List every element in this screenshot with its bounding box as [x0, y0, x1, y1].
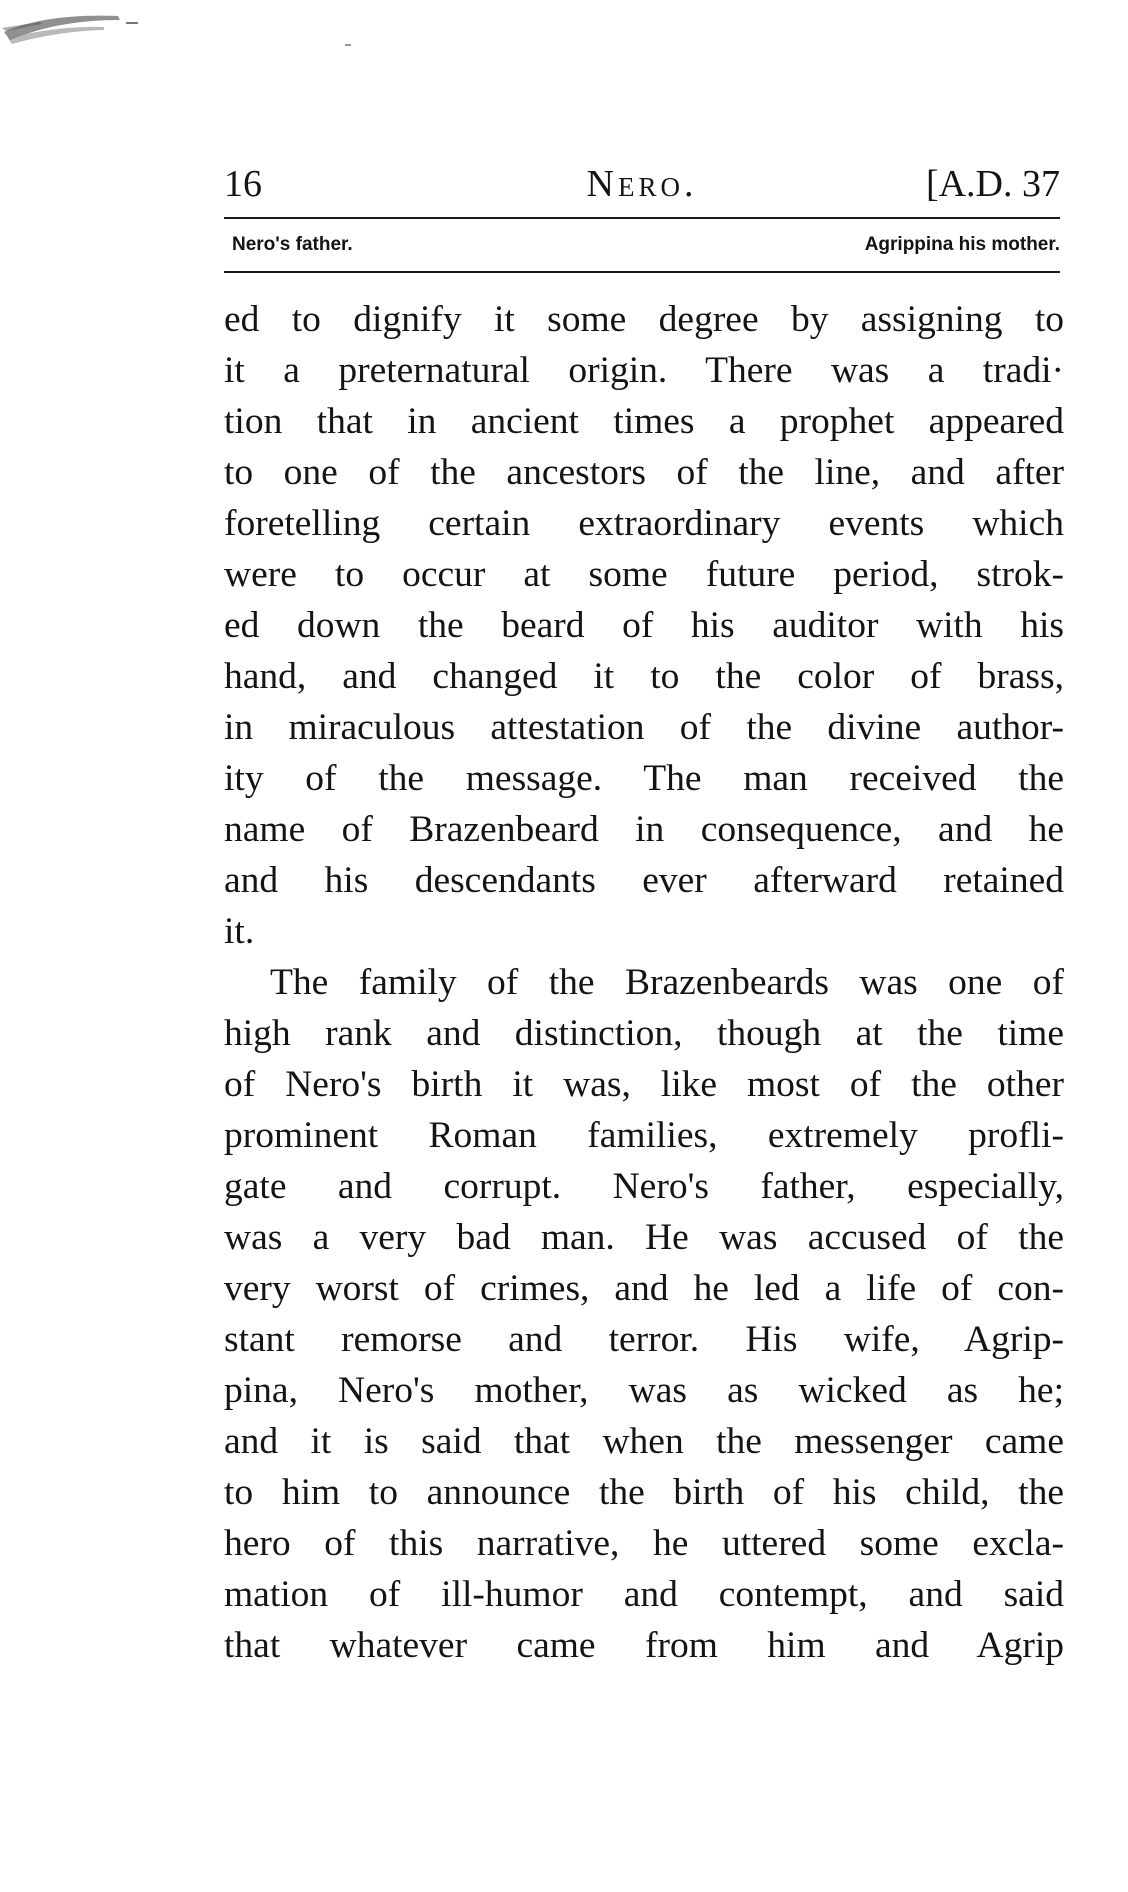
scan-speck: [345, 44, 351, 46]
sidenote-right: Agrippina his mother.: [864, 234, 1060, 255]
text-line: to him to announce the birth of his child, the: [224, 1472, 1064, 1513]
text-line: hand, and changed it to the color of brass,: [224, 656, 1064, 697]
page-title: Nero.: [586, 163, 698, 205]
text-line: tion that in ancient times a prophet appeared: [224, 401, 1064, 442]
text-line: The family of the Brazenbeards was one of: [270, 962, 1064, 1003]
text-line: ity of the message. The man received the: [224, 758, 1064, 799]
text-line: very worst of crimes, and he led a life of con-: [224, 1268, 1064, 1309]
text-line: name of Brazenbeard in consequence, and he: [224, 809, 1064, 850]
text-line: it a preternatural origin. There was a tradi·: [224, 350, 1064, 391]
date-heading: [A.D. 37: [925, 163, 1060, 205]
paragraph-2: [224, 957, 1064, 1671]
paragraph-1: [224, 294, 1064, 957]
text-line: mation of ill-humor and contempt, and said: [224, 1574, 1064, 1615]
text-line: foretelling certain extraordinary events which: [224, 503, 1064, 544]
text-line: to one of the ancestors of the line, and after: [224, 452, 1064, 493]
page-number: 16: [224, 163, 262, 205]
text-line: hero of this narrative, he uttered some excla-: [224, 1523, 1064, 1564]
text-line: and his descendants ever afterward retained: [224, 860, 1064, 901]
text-line: pina, Nero's mother, was as wicked as he;: [224, 1370, 1064, 1411]
text-line: in miraculous attestation of the divine author-: [224, 707, 1064, 748]
scan-smudge-graphic: [0, 0, 160, 60]
text-line: was a very bad man. He was accused of the: [224, 1217, 1064, 1258]
text-line: were to occur at some future period, strok-: [224, 554, 1064, 595]
text-line: gate and corrupt. Nero's father, especially,: [224, 1166, 1064, 1207]
body-text: [224, 294, 1064, 1671]
text-line: ed down the beard of his auditor with his: [224, 605, 1064, 646]
text-line: it.: [224, 911, 255, 952]
sidenote-left: Nero's father.: [232, 234, 353, 255]
text-line: and it is said that when the messenger came: [224, 1421, 1064, 1462]
text-line: of Nero's birth it was, like most of the other: [224, 1064, 1064, 1105]
running-head: [224, 160, 1060, 208]
text-line: prominent Roman families, extremely profli-: [224, 1115, 1064, 1156]
text-line: high rank and distinction, though at the time: [224, 1013, 1064, 1054]
header-rule-bottom: [224, 271, 1060, 273]
scan-smudge-mark: [0, 0, 160, 60]
text-line: stant remorse and terror. His wife, Agrip-: [224, 1319, 1064, 1360]
header-rule-top: [224, 217, 1060, 219]
text-line: that whatever came from him and Agrip: [224, 1625, 1064, 1666]
text-line: ed to dignify it some degree by assigning to: [224, 299, 1064, 340]
